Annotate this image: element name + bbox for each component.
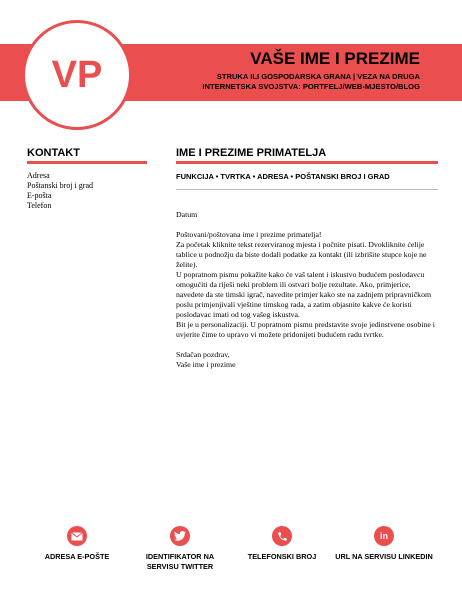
footer-twitter-label: IDENTIFIKATOR NA SERVISU TWITTER — [145, 552, 215, 571]
footer-phone[interactable] — [232, 526, 332, 562]
letter-closing[interactable]: Srdačan pozdrav, — [176, 350, 230, 359]
applicant-subtitle[interactable]: STRUKA ILI GOSPODARSKA GRANA | VEZA NA DRUGA INTERNETSKA SVOJSTVA: PORTFELJ/WEB-MJESTO/BLOG — [202, 72, 420, 91]
footer-phone-label: TELEFONSKI BROJ — [247, 552, 317, 561]
contact-email[interactable]: E-pošta — [27, 191, 52, 200]
recipient-heading[interactable]: IME I PREZIME PRIMATELJA — [176, 147, 327, 159]
contact-rule — [27, 161, 147, 164]
footer-email-label: ADRESA E-POŠTE — [44, 552, 110, 561]
spacer — [176, 220, 438, 230]
contact-postal-city[interactable]: Poštanski broj i grad — [27, 181, 93, 190]
spacer — [176, 340, 438, 350]
footer-linkedin[interactable] — [334, 526, 434, 562]
recipient-rule — [176, 161, 438, 164]
contact-address[interactable]: Adresa — [27, 171, 50, 180]
contact-list — [27, 171, 137, 211]
phone-icon — [272, 526, 292, 546]
letter-date[interactable]: Datum — [176, 210, 198, 219]
footer-email[interactable] — [27, 526, 127, 562]
letter-paragraph[interactable]: U popratnom pismu pokažite kako će vaš talent i iskustvo budućem poslodavcu omogućiti da riješi neki problem ili ostvari bolje rezultate. Ako, primjerice, navedete da ste timski igrač, navedite primjer kako ste na zadnjem pripravničkom poslu primjenjivali vještine timskog rada, a zatim objasnite kakve će koristi poslodavac imati od tog vašeg iskustva. — [176, 270, 432, 319]
contact-heading: KONTAKT — [27, 147, 80, 159]
letter-paragraph[interactable]: Bit je u personalizaciji. U popratnom pismu predstavite svoje jedinstvene osobine i uvjerite čime to upravo vi možete pridonijeti budućem radu tvrtke. — [176, 320, 435, 339]
applicant-name[interactable]: VAŠE IME I PREZIME — [250, 49, 420, 68]
recipient-divider — [176, 189, 438, 190]
letter-signature[interactable]: Vaše ime i prezime — [176, 360, 236, 369]
email-icon — [67, 526, 87, 546]
footer-linkedin-label: URL NA SERVISU LINKEDIN — [335, 552, 433, 561]
monogram: VP — [51, 53, 103, 96]
contact-phone[interactable]: Telefon — [27, 201, 52, 210]
letter-paragraph[interactable]: Za početak kliknite tekst rezerviranog mjesta i počnite pisati. Dvokliknite ćelije tablice u podnožju da biste dodali podatke za kontakt (ili izbrišite stupce koje ne želite). — [176, 240, 427, 269]
footer-twitter[interactable] — [130, 526, 230, 572]
letter-body — [176, 210, 438, 370]
twitter-icon — [170, 526, 190, 546]
letter-salutation[interactable]: Poštovani/poštovana ime i prezime primatelja! — [176, 230, 322, 239]
linkedin-icon: in — [374, 526, 394, 546]
recipient-details[interactable]: FUNKCIJA • TVRTKA • ADRESA • POŠTANSKI BROJ I GRAD — [176, 172, 390, 181]
